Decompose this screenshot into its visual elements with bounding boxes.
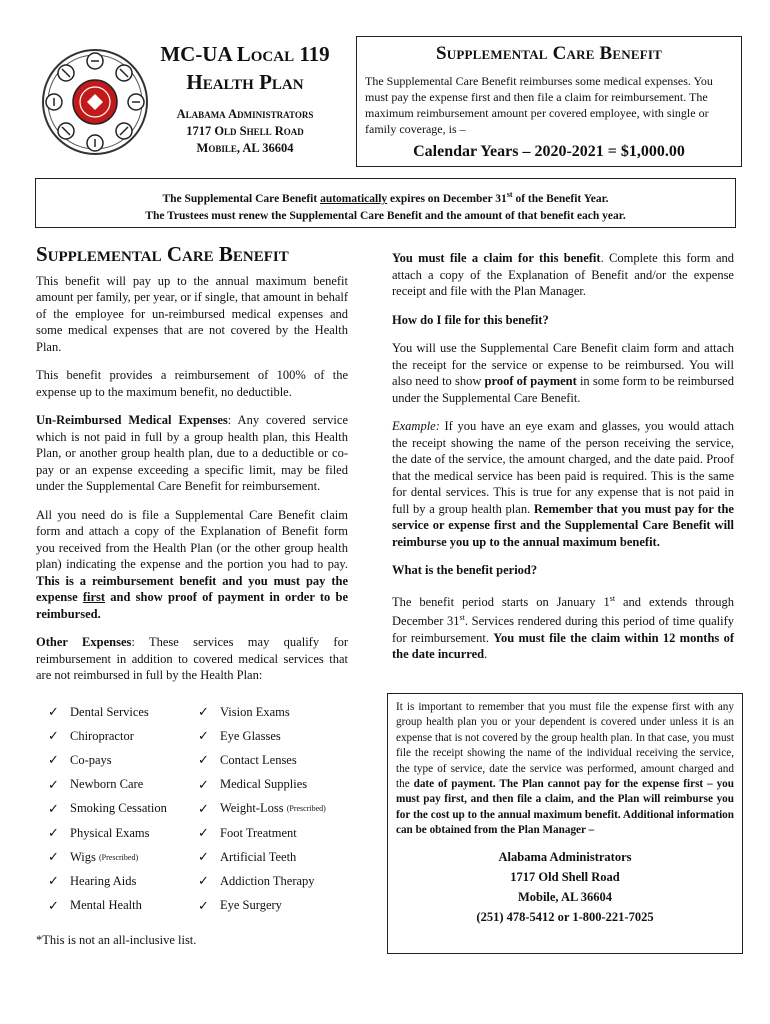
checkmark-icon: ✓	[198, 849, 209, 865]
right-column	[392, 250, 734, 675]
paragraph-file-claim: You must file a claim for this benefit. Complete this form and attach a copy of the Explanation of Benefit and/or the expense receipt and file with the Plan Manager.	[392, 251, 734, 298]
checkmark-icon: ✓	[198, 873, 209, 889]
checkmark-icon: ✓	[48, 800, 59, 816]
list-item: ✓ Wigs (Prescribed) ✓ Artificial Teeth	[48, 849, 297, 865]
benefit-box-title: Supplemental Care Benefit	[435, 43, 662, 64]
admin-street: 1717 Old Shell Road	[186, 124, 304, 138]
paragraph-unreimbursed: Un-Reimbursed Medical Expenses: Any covered service which is not paid in full by a group health plan, this Health Plan, or another group health plan, due to a deductible or co-pay or an expense exceeding a specific limit, may be filed under the Supplemental Care Benefit for reimbursement.	[36, 413, 348, 493]
paragraph-other-expenses: Other Expenses: These services may qualify for reimbursement in addition to covered medical services that are not reimbursed in full by the Health Plan:	[36, 635, 349, 682]
checkmark-icon: ✓	[198, 800, 209, 816]
paragraph-reimbursement-rate: This benefit provides a reimbursement of 100% of the expense up to the maximum benefit, no deductible.	[36, 368, 348, 399]
admin-city: Mobile, AL 36604	[196, 141, 294, 155]
benefit-amount: Calendar Years – 2020-2021 = $1,000.00	[413, 143, 685, 160]
contact-info-box	[387, 693, 743, 954]
paragraph-claim-form: You will use the Supplemental Care Benefit claim form and attach the receipt for the service or expense to be reimbursed. You will also need to show proof of payment in some form to be reimbursed under the Supplemental Care Benefit.	[392, 341, 734, 405]
paragraph-intro: This benefit will pay up to the annual maximum benefit amount per family, per year, or if single, that amount in behalf of the employee for un-reimbursed medical expenses and some medical expenses that are not covered by the Health Plan.	[36, 273, 348, 354]
list-footnote: *This is not an all-inclusive list.	[36, 933, 197, 947]
manager-street: 1717 Old Shell Road	[510, 869, 620, 884]
notice-line-1: The Supplemental Care Benefit automatically expires on December 31st of the Benefit Year.	[162, 190, 609, 205]
list-item: ✓ Co-pays ✓ Contact Lenses	[48, 752, 297, 768]
checkmark-icon: ✓	[48, 776, 59, 792]
checkmark-icon: ✓	[198, 776, 209, 792]
list-item: ✓ Smoking Cessation ✓ Weight-Loss (Prescribed)	[48, 800, 326, 816]
checkmark-icon: ✓	[48, 849, 59, 865]
services-checklist	[48, 700, 368, 918]
benefit-summary-box	[356, 36, 742, 167]
org-subtitle: Health Plan	[186, 70, 304, 94]
benefit-box-description: The Supplemental Care Benefit reimburses some medical expenses. You must pay the expense first and then file a claim for reimbursement. The maximum reimbursement amount per covered employee, with single or family coverage, is –	[365, 74, 713, 136]
paragraph-benefit-period: The benefit period starts on January 1st and extends through December 31st. Services rendered during this period of time qualify for reimbursement. You must file the claim within 12 months of the date incurred.	[392, 593, 734, 662]
left-column	[36, 242, 349, 696]
checkmark-icon: ✓	[48, 873, 59, 889]
plan-manager-address	[396, 847, 734, 927]
question-how-to-file: How do I file for this benefit?	[392, 312, 549, 327]
list-item: ✓ Dental Services ✓ Vision Exams	[48, 704, 290, 720]
list-item: ✓ Chiropractor ✓ Eye Glasses	[48, 728, 281, 744]
checkmark-icon: ✓	[198, 728, 209, 744]
checkmark-icon: ✓	[48, 752, 59, 768]
checkmark-icon: ✓	[48, 728, 59, 744]
paragraph-example: Example: If you have an eye exam and glasses, you would attach the receipt showing the name of the person receiving the service, the date of the service, the amount charged, and the date paid. Proof that the medical service has been paid is required. This is the same for dental services. This is true for any expense that is not paid in full by a group health plan. Remember that you must pay for the service or expense first and the Supplemental Care Benefit will reimburse you up to the annual maximum benefit.	[392, 419, 734, 549]
list-item: ✓ Hearing Aids ✓ Addiction Therapy	[48, 873, 315, 889]
list-item: ✓ Physical Exams ✓ Foot Treatment	[48, 825, 297, 841]
checkmark-icon: ✓	[48, 825, 59, 841]
list-item: ✓ Newborn Care ✓ Medical Supplies	[48, 776, 308, 792]
checkmark-icon: ✓	[48, 897, 59, 913]
checkmark-icon: ✓	[198, 752, 209, 768]
union-seal-logo	[40, 47, 150, 157]
org-name: MC-UA Local 119	[160, 42, 330, 66]
admin-name: Alabama Administrators	[176, 107, 314, 121]
paragraph-how-to-file: All you need do is file a Supplemental Care Benefit claim form and attach a copy of the Explanation of Benefit form you received from the Health Plan (or the other group health plan) indicating the expense and the portion you had to pay. This is a reimbursement benefit and you must pay the expense first and show proof of payment in order to be reimbursed.	[36, 507, 348, 621]
organization-header	[150, 40, 340, 157]
manager-name: Alabama Administrators	[498, 849, 632, 864]
checkmark-icon: ✓	[48, 704, 59, 720]
section-title: Supplemental Care Benefit	[36, 242, 289, 266]
important-reminder: It is important to remember that you must file the expense first with any group health plan you or your dependent is covered under unless it is an expense that is not covered by the group health plan. In that case, you must file the receipt showing the name of the individual receiving the service, the type of service, date the service was performed, amount charged and the date of payment. The Plan cannot pay for the expense first – you must pay first, and then file a claim, and the Plan will reimburse you for the cost up to the annual maximum benefit. Additional information can be obtained from the Plan Manager –	[396, 701, 734, 837]
checkmark-icon: ✓	[198, 704, 209, 720]
list-item: ✓ Mental Health ✓ Eye Surgery	[48, 897, 282, 913]
expiration-notice	[35, 178, 736, 228]
checkmark-icon: ✓	[198, 897, 209, 913]
notice-line-2: The Trustees must renew the Supplemental Care Benefit and the amount of that benefit each year.	[145, 209, 626, 222]
manager-city: Mobile, AL 36604	[517, 889, 613, 904]
checkmark-icon: ✓	[198, 825, 209, 841]
question-benefit-period: What is the benefit period?	[392, 563, 538, 577]
manager-phones: (251) 478-5412 or 1-800-221-7025	[476, 909, 654, 924]
